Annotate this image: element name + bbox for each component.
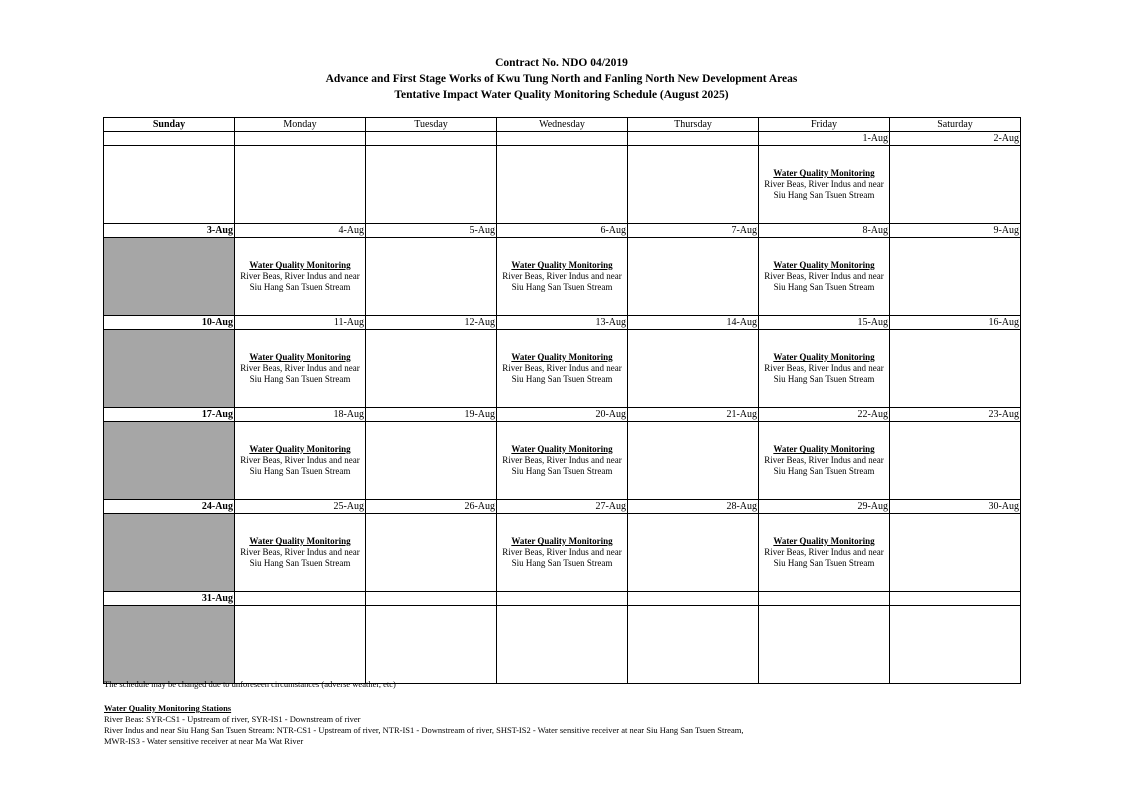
monitoring-event (235, 352, 365, 385)
monitoring-event (497, 352, 627, 385)
weekday-header-tuesday: Tuesday (366, 118, 497, 132)
event-location: Siu Hang San Tsuen Stream (773, 466, 875, 476)
day-cell (497, 238, 628, 316)
day-cell (890, 606, 1021, 684)
day-cell (366, 514, 497, 592)
day-cell (759, 238, 890, 316)
week-content-row (104, 146, 1021, 224)
date-label (628, 132, 759, 146)
monitoring-event (759, 260, 889, 293)
date-label: 30-Aug (890, 500, 1021, 514)
week-date-row (104, 500, 1021, 514)
stations-legend (104, 703, 743, 747)
day-cell (235, 422, 366, 500)
day-cell (104, 606, 235, 684)
weekday-header-row (104, 118, 1021, 132)
date-label: 8-Aug (759, 224, 890, 238)
date-label: 6-Aug (497, 224, 628, 238)
event-title: Water Quality Monitoring (249, 536, 351, 546)
event-location: Siu Hang San Tsuen Stream (249, 282, 351, 292)
date-label (628, 592, 759, 606)
date-label (366, 592, 497, 606)
weekday-header-thursday: Thursday (628, 118, 759, 132)
date-label: 24-Aug (104, 500, 235, 514)
schedule-note: The schedule may be changed due to unforeseen circumstances (adverse weather, etc) (104, 679, 396, 689)
event-title: Water Quality Monitoring (511, 352, 613, 362)
week-date-row (104, 592, 1021, 606)
event-location: River Beas, River Indus and near (502, 547, 622, 557)
event-location: River Beas, River Indus and near (240, 271, 360, 281)
date-label (497, 592, 628, 606)
weekday-header-wednesday: Wednesday (497, 118, 628, 132)
event-location: Siu Hang San Tsuen Stream (511, 466, 613, 476)
day-cell (366, 238, 497, 316)
day-cell (890, 238, 1021, 316)
day-cell (628, 146, 759, 224)
event-title: Water Quality Monitoring (773, 444, 875, 454)
day-cell (104, 514, 235, 592)
event-title: Water Quality Monitoring (773, 352, 875, 362)
date-label: 27-Aug (497, 500, 628, 514)
event-location: River Beas, River Indus and near (764, 455, 884, 465)
date-label: 14-Aug (628, 316, 759, 330)
weekday-header-sunday: Sunday (104, 118, 235, 132)
event-title: Water Quality Monitoring (773, 536, 875, 546)
day-cell (235, 514, 366, 592)
date-label (235, 592, 366, 606)
date-label: 4-Aug (235, 224, 366, 238)
day-cell (890, 422, 1021, 500)
event-title: Water Quality Monitoring (773, 168, 875, 178)
event-location: River Beas, River Indus and near (764, 179, 884, 189)
week-date-row (104, 316, 1021, 330)
date-label: 16-Aug (890, 316, 1021, 330)
event-location: River Beas, River Indus and near (764, 271, 884, 281)
date-label: 10-Aug (104, 316, 235, 330)
day-cell (628, 606, 759, 684)
event-location: Siu Hang San Tsuen Stream (511, 374, 613, 384)
event-title: Water Quality Monitoring (511, 444, 613, 454)
day-cell (235, 606, 366, 684)
date-label: 13-Aug (497, 316, 628, 330)
day-cell (759, 606, 890, 684)
date-label: 11-Aug (235, 316, 366, 330)
event-location: River Beas, River Indus and near (502, 363, 622, 373)
date-label (366, 132, 497, 146)
event-location: River Beas, River Indus and near (502, 271, 622, 281)
legend-line: MWR-IS3 - Water sensitive receiver at near Ma Wat River (104, 736, 304, 746)
day-cell (890, 330, 1021, 408)
event-location: Siu Hang San Tsuen Stream (773, 282, 875, 292)
week-content-row (104, 330, 1021, 408)
date-label: 20-Aug (497, 408, 628, 422)
event-location: Siu Hang San Tsuen Stream (773, 190, 875, 200)
day-cell (104, 238, 235, 316)
date-label (497, 132, 628, 146)
week-content-row (104, 606, 1021, 684)
day-cell (497, 514, 628, 592)
monitoring-event (759, 352, 889, 385)
week-date-row (104, 224, 1021, 238)
day-cell (235, 146, 366, 224)
weekday-header-friday: Friday (759, 118, 890, 132)
date-label: 21-Aug (628, 408, 759, 422)
event-title: Water Quality Monitoring (511, 260, 613, 270)
date-label: 2-Aug (890, 132, 1021, 146)
date-label (235, 132, 366, 146)
weekday-header-monday: Monday (235, 118, 366, 132)
date-label (890, 592, 1021, 606)
monitoring-calendar (103, 117, 1021, 684)
event-title: Water Quality Monitoring (249, 352, 351, 362)
day-cell (890, 514, 1021, 592)
day-cell (759, 422, 890, 500)
legend-line: River Beas: SYR-CS1 - Upstream of river, SYR-IS1 - Downstream of river (104, 714, 361, 724)
day-cell (497, 606, 628, 684)
day-cell (366, 422, 497, 500)
date-label: 25-Aug (235, 500, 366, 514)
event-location: Siu Hang San Tsuen Stream (249, 374, 351, 384)
contract-number: Contract No. NDO 04/2019 (495, 57, 628, 69)
date-label (759, 592, 890, 606)
date-label: 15-Aug (759, 316, 890, 330)
day-cell (104, 330, 235, 408)
project-title: Advance and First Stage Works of Kwu Tung North and Fanling North New Development Areas (325, 73, 798, 85)
event-location: Siu Hang San Tsuen Stream (511, 558, 613, 568)
date-label: 5-Aug (366, 224, 497, 238)
week-date-row (104, 132, 1021, 146)
monitoring-event (235, 260, 365, 293)
date-label: 31-Aug (104, 592, 235, 606)
event-title: Water Quality Monitoring (773, 260, 875, 270)
week-content-row (104, 238, 1021, 316)
date-label: 23-Aug (890, 408, 1021, 422)
day-cell (759, 146, 890, 224)
day-cell (366, 330, 497, 408)
event-location: River Beas, River Indus and near (764, 363, 884, 373)
monitoring-event (759, 168, 889, 201)
monitoring-event (235, 536, 365, 569)
event-location: Siu Hang San Tsuen Stream (249, 558, 351, 568)
document-header (0, 55, 1123, 103)
week-content-row (104, 422, 1021, 500)
date-label: 18-Aug (235, 408, 366, 422)
day-cell (628, 238, 759, 316)
date-label: 17-Aug (104, 408, 235, 422)
day-cell (628, 422, 759, 500)
schedule-title: Tentative Impact Water Quality Monitoring Schedule (August 2025) (394, 89, 729, 101)
date-label: 26-Aug (366, 500, 497, 514)
day-cell (628, 514, 759, 592)
day-cell (104, 422, 235, 500)
event-location: Siu Hang San Tsuen Stream (773, 558, 875, 568)
day-cell (890, 146, 1021, 224)
event-location: River Beas, River Indus and near (240, 455, 360, 465)
event-location: River Beas, River Indus and near (502, 455, 622, 465)
event-location: River Beas, River Indus and near (240, 547, 360, 557)
day-cell (759, 330, 890, 408)
monitoring-event (235, 444, 365, 477)
event-location: Siu Hang San Tsuen Stream (249, 466, 351, 476)
day-cell (497, 330, 628, 408)
date-label: 1-Aug (759, 132, 890, 146)
date-label: 19-Aug (366, 408, 497, 422)
monitoring-event (497, 444, 627, 477)
day-cell (366, 606, 497, 684)
day-cell (628, 330, 759, 408)
monitoring-event (497, 536, 627, 569)
day-cell (235, 238, 366, 316)
day-cell (104, 146, 235, 224)
date-label: 9-Aug (890, 224, 1021, 238)
date-label: 12-Aug (366, 316, 497, 330)
date-label: 3-Aug (104, 224, 235, 238)
date-label: 29-Aug (759, 500, 890, 514)
event-location: River Beas, River Indus and near (240, 363, 360, 373)
monitoring-event (759, 444, 889, 477)
day-cell (759, 514, 890, 592)
event-location: Siu Hang San Tsuen Stream (773, 374, 875, 384)
date-label: 28-Aug (628, 500, 759, 514)
day-cell (497, 422, 628, 500)
event-title: Water Quality Monitoring (249, 260, 351, 270)
event-location: Siu Hang San Tsuen Stream (511, 282, 613, 292)
event-title: Water Quality Monitoring (511, 536, 613, 546)
week-date-row (104, 408, 1021, 422)
monitoring-event (759, 536, 889, 569)
weekday-header-saturday: Saturday (890, 118, 1021, 132)
legend-title: Water Quality Monitoring Stations (104, 703, 232, 713)
week-content-row (104, 514, 1021, 592)
monitoring-event (497, 260, 627, 293)
event-location: River Beas, River Indus and near (764, 547, 884, 557)
event-title: Water Quality Monitoring (249, 444, 351, 454)
legend-line: River Indus and near Siu Hang San Tsuen Stream: NTR-CS1 - Upstream of river, NTR-IS1 - Downstream of river, SHST-IS2 - Water sensitive receiver at near Siu Hang San Tsuen Stream, (104, 725, 744, 735)
day-cell (235, 330, 366, 408)
date-label: 22-Aug (759, 408, 890, 422)
date-label: 7-Aug (628, 224, 759, 238)
day-cell (366, 146, 497, 224)
date-label (104, 132, 235, 146)
day-cell (497, 146, 628, 224)
